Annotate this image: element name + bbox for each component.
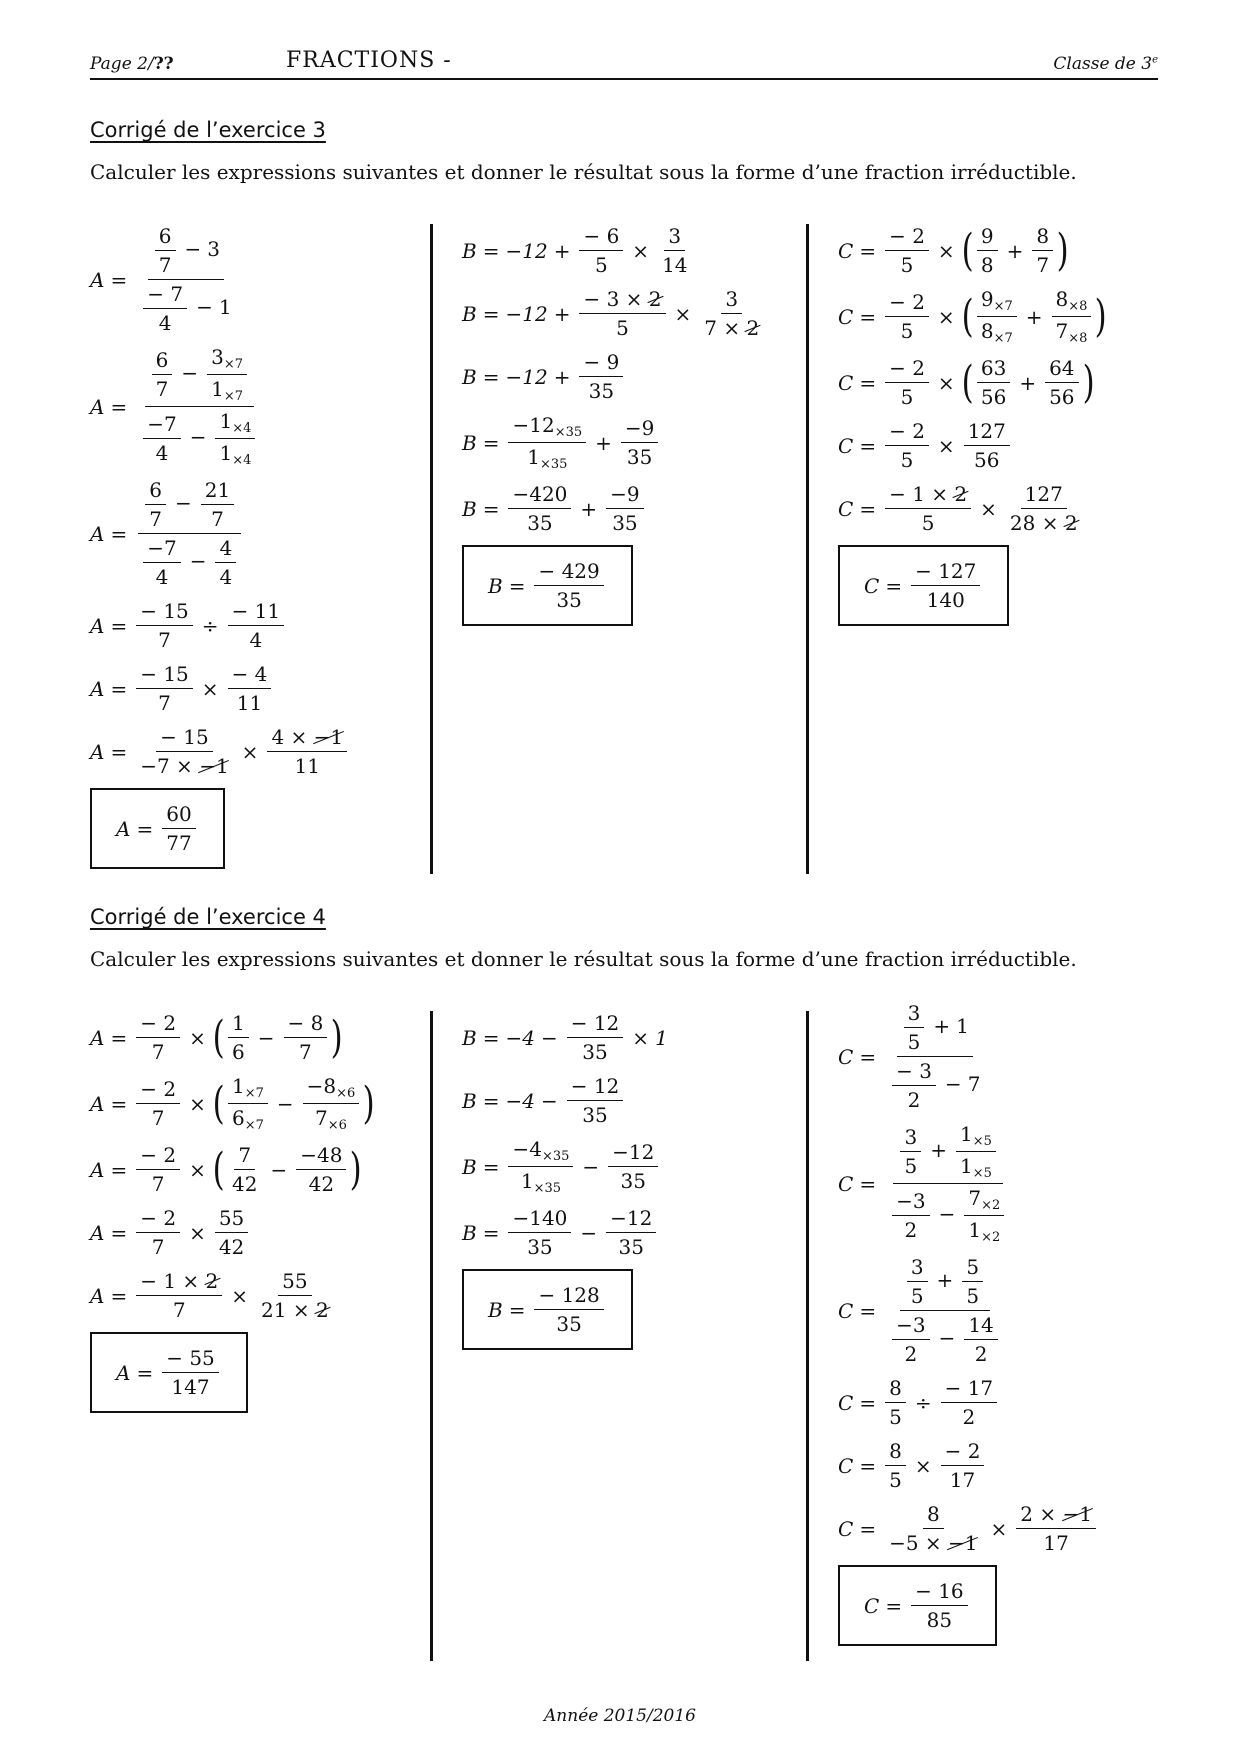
column-divider [806,224,809,874]
exercise-3-A [90,224,350,869]
page-footer: Année 2015/2016 [544,1706,696,1726]
equation-line: B = −12 + $\frac{- 9}{35}$ [462,350,766,403]
result-box: A = $\frac{60}{77}$ [90,788,225,869]
exercise-4-A [90,1011,376,1413]
exercise-3 [90,118,1158,855]
equation-line: C = $\frac{- 1 \times 2}{5}$ × $\frac{127}{28 \times 2}$ [838,482,1078,535]
exercise-4-title: Corrigé de l’exercice 4 [90,905,326,929]
equation-line: B = −12 + $\frac{- 6}{5}$ × $\frac{3}{14}$ [462,224,688,277]
equation-line: A = $\frac{- 15}{7}$ ÷ $\frac{- 11}{4}$ [90,599,350,652]
equation-line: C = $\frac{8}{5}$ ÷ $\frac{- 17}{2}$ [838,1376,1099,1429]
equation-line: B = $\frac{-12_{\times 35}}{1_{\times 35}}$ + $\frac{-9}{35}$ [462,413,766,472]
exercise-4-B [462,1011,668,1350]
exercise-3-C [838,224,1108,626]
exercise-4 [90,905,1158,1632]
exercise-4-C [838,1001,1099,1646]
equation-line: A = $\frac{- 15}{-7 \times -1}$ × $\frac{4 \times -1}{11}$ [90,725,350,778]
page-header [90,48,1158,80]
equation-line: C = $\frac{3}{5}$ + 1 $\frac{- 3}{2}$ − 7 [838,1001,981,1112]
page-number: Page 2/?? [90,54,174,74]
class-label: Classe de 3e [1053,54,1158,74]
equation-line: A = $\frac{- 1 \times 2}{7}$ × $\frac{55}{21 \times 2}$ [90,1269,329,1322]
equation-line: A = $\frac{- 2}{7}$ × ( $\frac{7}{42}$ − $\frac{-48}{42}$ ) [90,1143,363,1196]
result-box: C = $\frac{- 16}{85}$ [838,1565,997,1646]
equation-line: C = $\frac{3}{5}$ + $\frac{1_{\times 5}}{1_{\times 5}}$ $\frac{-3}{2}$ − $\frac{7_{\times 2}}{1_{\times 2}}$ [838,1122,1099,1245]
equation-line: C = $\frac{- 2}{5}$ × ( $\frac{9_{\times 7}}{8_{\times 7}}$ + $\frac{8_{\times 8}}{7_{\times 8}}$ ) [838,287,1108,346]
exercise-4-intro: Calculer les expressions suivantes et donner le résultat sous la forme d’une fraction irréductible. [90,947,1077,971]
exercise-3-intro: Calculer les expressions suivantes et donner le résultat sous la forme d’une fraction irréductible. [90,160,1077,184]
exercise-3-title: Corrigé de l’exercice 3 [90,118,326,142]
column-divider [806,1011,809,1661]
result-box: B = $\frac{- 429}{35}$ [462,545,633,626]
equation-line: A = $\frac{6}{7}$ − 3 $\frac{- 7}{4}$ − 1 [90,224,232,335]
equation-line: A = $\frac{- 2}{7}$ × ( $\frac{1}{6}$ − $\frac{- 8}{7}$ ) [90,1011,343,1064]
equation-line: C = $\frac{- 2}{5}$ × $\frac{127}{56}$ [838,419,1108,472]
equation-line: B = −4 − $\frac{- 12}{35}$ × 1 [462,1011,668,1064]
result-box: A = $\frac{- 55}{147}$ [90,1332,248,1413]
equation-line: C = $\frac{- 2}{5}$ × ( $\frac{63}{56}$ + $\frac{64}{56}$ ) [838,356,1095,409]
equation-line: C = $\frac{8}{5}$ × $\frac{- 2}{17}$ [838,1439,1099,1492]
equation-line: A = $\frac{- 2}{7}$ × $\frac{55}{42}$ [90,1206,376,1259]
equation-line: A = $\frac{6}{7}$ − $\frac{3_{\times 7}}{1_{\times 7}}$ $\frac{-7}{4}$ − $\frac{1_{\times 4}}{1_{\times 4}}$ [90,345,350,468]
equation-line: C = $\frac{- 2}{5}$ × ( $\frac{9}{8}$ + $\frac{8}{7}$ ) [838,224,1069,277]
equation-line: B = $\frac{-140}{35}$ − $\frac{-12}{35}$ [462,1206,668,1259]
equation-line: A = $\frac{- 2}{7}$ × ( $\frac{1_{\times 7}}{6_{\times 7}}$ − $\frac{-8_{\times 6}}{7_{\times 6}}$ ) [90,1074,375,1133]
column-divider [430,224,433,874]
equation-line: B = $\frac{-4_{\times 35}}{1_{\times 35}}$ − $\frac{-12}{35}$ [462,1137,668,1196]
exercise-4-columns [90,1001,1158,1661]
column-divider [430,1011,433,1661]
equation-line: C = $\frac{8}{-5 \times -1}$ × $\frac{2 \times -1}{17}$ [838,1502,1099,1555]
equation-line: A = $\frac{6}{7}$ − $\frac{21}{7}$ $\frac{-7}{4}$ − $\frac{4}{4}$ [90,478,350,589]
equation-line: B = −12 + $\frac{- 3 \times 2}{5}$ × $\frac{3}{7 \times 2}$ [462,287,760,340]
result-box: B = $\frac{- 128}{35}$ [462,1269,633,1350]
document-title: FRACTIONS - [286,48,452,73]
exercise-3-columns [90,224,1158,874]
equation-line: B = $\frac{-420}{35}$ + $\frac{-9}{35}$ [462,482,766,535]
equation-line: B = −4 − $\frac{- 12}{35}$ [462,1074,668,1127]
exercise-3-B [462,224,766,626]
equation-line: C = $\frac{3}{5}$ + $\frac{5}{5}$ $\frac{-3}{2}$ − $\frac{14}{2}$ [838,1255,1099,1366]
equation-line: A = $\frac{- 15}{7}$ × $\frac{- 4}{11}$ [90,662,350,715]
result-box: C = $\frac{- 127}{140}$ [838,545,1009,626]
